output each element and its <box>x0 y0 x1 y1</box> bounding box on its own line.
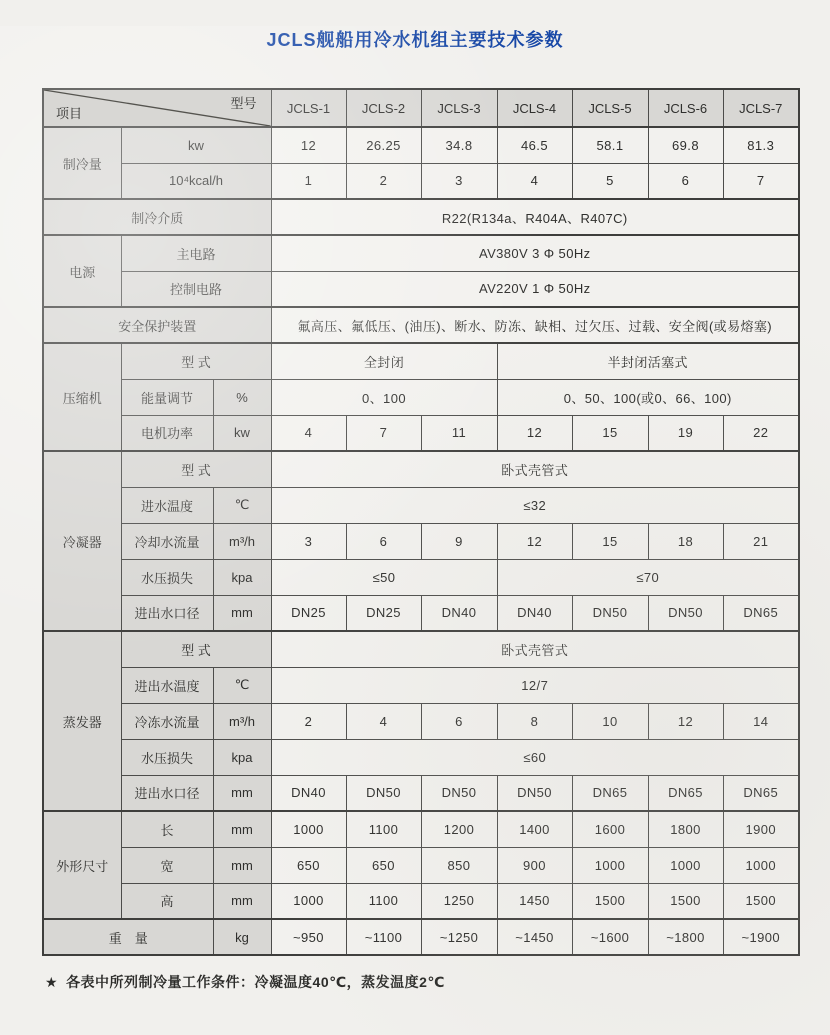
value-cell: 5 <box>572 163 648 199</box>
table-row <box>43 487 799 523</box>
table-row <box>43 595 799 631</box>
value-cell: 12 <box>497 415 572 451</box>
value-cell: 1100 <box>346 883 421 919</box>
value-cell: 1450 <box>497 883 572 919</box>
table-row <box>43 271 799 307</box>
unit-label: mm <box>213 847 271 883</box>
corner-model-label: 型号 <box>230 96 257 111</box>
value-cell: 18 <box>648 523 723 559</box>
value-cell: DN50 <box>572 595 648 631</box>
value-cell: 半封闭活塞式 <box>497 343 799 379</box>
row-label: 型 式 <box>121 451 271 487</box>
value-cell: 全封闭 <box>271 343 497 379</box>
value-cell: 3 <box>421 163 497 199</box>
footnote-text: 各表中所列制冷量工作条件：冷凝温度40℃，蒸发温度2℃ <box>66 974 445 990</box>
unit-label: mm <box>213 595 271 631</box>
row-label: 主电路 <box>121 235 271 271</box>
table-row <box>43 451 799 487</box>
table-row <box>43 163 799 199</box>
value-cell: 4 <box>346 703 421 739</box>
unit-label: mm <box>213 775 271 811</box>
value-cell: 1800 <box>648 811 723 847</box>
group-label: 压缩机 <box>43 343 121 451</box>
value-cell: DN40 <box>497 595 572 631</box>
value-cell: ~950 <box>271 919 346 955</box>
model-header-jcls-4: JCLS-4 <box>497 89 572 127</box>
table-row <box>43 523 799 559</box>
group-label: 蒸发器 <box>43 631 121 811</box>
value-cell: 2 <box>346 163 421 199</box>
corner-cell <box>43 89 271 127</box>
value-cell: 1400 <box>497 811 572 847</box>
value-cell: 1 <box>271 163 346 199</box>
table-row <box>43 559 799 595</box>
footnote <box>45 972 830 992</box>
row-label: kw <box>121 127 271 163</box>
table-row <box>43 307 799 343</box>
value-cell: 1000 <box>271 811 346 847</box>
unit-label: ℃ <box>213 487 271 523</box>
unit-label: kpa <box>213 559 271 595</box>
row-label: 制冷介质 <box>43 199 271 235</box>
row-label: 进出水口径 <box>121 595 213 631</box>
row-label: 长 <box>121 811 213 847</box>
value-cell: 19 <box>648 415 723 451</box>
value-cell: 1000 <box>271 883 346 919</box>
value-cell: 12/7 <box>271 667 799 703</box>
value-cell: 650 <box>271 847 346 883</box>
row-label: 水压损失 <box>121 739 213 775</box>
value-cell: 8 <box>497 703 572 739</box>
table-row <box>43 415 799 451</box>
page-title: JCLS舰船用冷水机组主要技术参数 <box>266 30 564 50</box>
value-cell: 11 <box>421 415 497 451</box>
value-cell: 4 <box>497 163 572 199</box>
corner-item-label: 项目 <box>56 106 83 121</box>
value-cell: ~1800 <box>648 919 723 955</box>
table-row <box>43 235 799 271</box>
value-cell: 14 <box>723 703 799 739</box>
value-cell: 0、50、100(或0、66、100) <box>497 379 799 415</box>
value-cell: ~1250 <box>421 919 497 955</box>
value-cell: 34.8 <box>421 127 497 163</box>
value-cell: DN65 <box>572 775 648 811</box>
table-row <box>43 199 799 235</box>
row-label: 高 <box>121 883 213 919</box>
table-header-row <box>43 89 799 127</box>
value-cell: 1500 <box>572 883 648 919</box>
model-header-jcls-3: JCLS-3 <box>421 89 497 127</box>
spec-table <box>42 88 800 956</box>
value-cell: 2 <box>271 703 346 739</box>
model-header-jcls-6: JCLS-6 <box>648 89 723 127</box>
row-label: 10⁴kcal/h <box>121 163 271 199</box>
value-cell: 1600 <box>572 811 648 847</box>
value-cell: 1000 <box>723 847 799 883</box>
value-cell: DN65 <box>723 775 799 811</box>
value-cell: 7 <box>723 163 799 199</box>
group-label: 电源 <box>43 235 121 307</box>
value-cell: 15 <box>572 415 648 451</box>
value-cell: DN40 <box>421 595 497 631</box>
value-cell: ~1900 <box>723 919 799 955</box>
group-label: 外形尺寸 <box>43 811 121 919</box>
table-row <box>43 775 799 811</box>
value-cell: DN25 <box>346 595 421 631</box>
value-cell: 1250 <box>421 883 497 919</box>
model-header-jcls-1: JCLS-1 <box>271 89 346 127</box>
unit-label: mm <box>213 811 271 847</box>
table-row <box>43 343 799 379</box>
value-cell: ≤60 <box>271 739 799 775</box>
table-row <box>43 127 799 163</box>
table-row <box>43 379 799 415</box>
value-cell: DN40 <box>271 775 346 811</box>
value-cell: DN25 <box>271 595 346 631</box>
table-row <box>43 919 799 955</box>
value-cell: 10 <box>572 703 648 739</box>
value-cell: 22 <box>723 415 799 451</box>
unit-label: m³/h <box>213 523 271 559</box>
group-label: 冷凝器 <box>43 451 121 631</box>
value-cell: 氟高压、氟低压、(油压)、断水、防冻、缺相、过欠压、过载、安全阀(或易熔塞) <box>271 307 799 343</box>
unit-label: ℃ <box>213 667 271 703</box>
value-cell: 6 <box>648 163 723 199</box>
value-cell: ~1100 <box>346 919 421 955</box>
row-label: 进水温度 <box>121 487 213 523</box>
row-label: 能量调节 <box>121 379 213 415</box>
table-row <box>43 847 799 883</box>
value-cell: 6 <box>421 703 497 739</box>
value-cell: 0、100 <box>271 379 497 415</box>
value-cell: 69.8 <box>648 127 723 163</box>
value-cell: 7 <box>346 415 421 451</box>
star-icon: ★ <box>45 974 59 990</box>
value-cell: 卧式壳管式 <box>271 451 799 487</box>
model-header-jcls-7: JCLS-7 <box>723 89 799 127</box>
value-cell: ~1600 <box>572 919 648 955</box>
value-cell: 1000 <box>572 847 648 883</box>
value-cell: 46.5 <box>497 127 572 163</box>
value-cell: R22(R134a、R404A、R407C) <box>271 199 799 235</box>
row-label: 型 式 <box>121 343 271 379</box>
value-cell: AV220V 1 Φ 50Hz <box>271 271 799 307</box>
row-label: 控制电路 <box>121 271 271 307</box>
unit-label: m³/h <box>213 703 271 739</box>
group-label: 制冷量 <box>43 127 121 199</box>
row-label: 进出水口径 <box>121 775 213 811</box>
value-cell: 58.1 <box>572 127 648 163</box>
row-label: 冷却水流量 <box>121 523 213 559</box>
value-cell: 81.3 <box>723 127 799 163</box>
row-label: 电机功率 <box>121 415 213 451</box>
value-cell: AV380V 3 Φ 50Hz <box>271 235 799 271</box>
value-cell: 1500 <box>723 883 799 919</box>
table-row <box>43 811 799 847</box>
table-row <box>43 739 799 775</box>
value-cell: DN65 <box>648 775 723 811</box>
value-cell: 26.25 <box>346 127 421 163</box>
row-label: 型 式 <box>121 631 271 667</box>
value-cell: DN50 <box>648 595 723 631</box>
value-cell: 3 <box>271 523 346 559</box>
model-header-jcls-5: JCLS-5 <box>572 89 648 127</box>
table-row <box>43 667 799 703</box>
unit-label: mm <box>213 883 271 919</box>
row-label: 宽 <box>121 847 213 883</box>
value-cell: 21 <box>723 523 799 559</box>
value-cell: 900 <box>497 847 572 883</box>
value-cell: 1100 <box>346 811 421 847</box>
value-cell: 6 <box>346 523 421 559</box>
row-label: 水压损失 <box>121 559 213 595</box>
value-cell: 12 <box>648 703 723 739</box>
value-cell: ~1450 <box>497 919 572 955</box>
value-cell: 4 <box>271 415 346 451</box>
unit-label: kpa <box>213 739 271 775</box>
value-cell: ≤70 <box>497 559 799 595</box>
value-cell: DN50 <box>346 775 421 811</box>
model-header-jcls-2: JCLS-2 <box>346 89 421 127</box>
row-label: 重 量 <box>43 919 213 955</box>
value-cell: 卧式壳管式 <box>271 631 799 667</box>
value-cell: 1200 <box>421 811 497 847</box>
table-row <box>43 631 799 667</box>
row-label: 进出水温度 <box>121 667 213 703</box>
value-cell: DN50 <box>497 775 572 811</box>
unit-label: kw <box>213 415 271 451</box>
unit-label: kg <box>213 919 271 955</box>
row-label: 冷冻水流量 <box>121 703 213 739</box>
value-cell: 15 <box>572 523 648 559</box>
value-cell: 12 <box>271 127 346 163</box>
table-row <box>43 883 799 919</box>
table-row <box>43 703 799 739</box>
value-cell: 9 <box>421 523 497 559</box>
value-cell: 1000 <box>648 847 723 883</box>
value-cell: 850 <box>421 847 497 883</box>
value-cell: DN65 <box>723 595 799 631</box>
value-cell: 12 <box>497 523 572 559</box>
row-label: 安全保护装置 <box>43 307 271 343</box>
value-cell: DN50 <box>421 775 497 811</box>
unit-label: % <box>213 379 271 415</box>
value-cell: 1900 <box>723 811 799 847</box>
value-cell: ≤50 <box>271 559 497 595</box>
value-cell: ≤32 <box>271 487 799 523</box>
value-cell: 1500 <box>648 883 723 919</box>
value-cell: 650 <box>346 847 421 883</box>
